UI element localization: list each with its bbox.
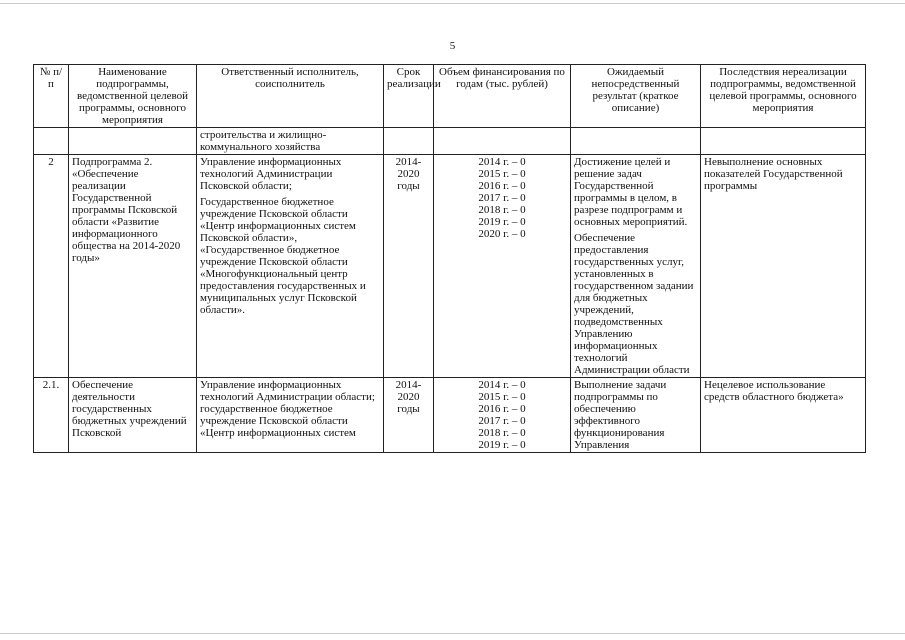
funding-line: 2020 г. – 0 — [478, 228, 526, 240]
result-part: Достижение целей и решение задач Государственной программы в целом, в разрезе подпрограмм и основных мероприятий. — [574, 156, 688, 228]
header-result: Ожидаемый непосредственный результат (краткое описание) — [571, 65, 701, 128]
row-executor — [197, 155, 384, 378]
funding-line: 2017 г. – 0 — [478, 415, 526, 427]
row-num: 2 — [34, 155, 69, 378]
funding-line: 2016 г. – 0 — [478, 180, 526, 192]
funding-line: 2018 г. – 0 — [478, 427, 526, 439]
row-num: 2.1. — [34, 378, 69, 453]
executor-part: Управление информационных технологий Администрации Псковской области; — [200, 156, 342, 192]
result-part: Обеспечение предоставления государственных услуг, установленных в государственном задании для бюджетных учреждений, подведомственных Управлению информационных технологий Администрации области — [574, 232, 694, 376]
table-row — [34, 155, 866, 378]
executor-part: государственное бюджетное учреждение Псковской области «Центр информационных систем — [200, 403, 356, 439]
funding-line: 2015 г. – 0 — [478, 168, 526, 180]
row-result — [571, 155, 701, 378]
funding-line: 2019 г. – 0 — [478, 216, 526, 228]
row-period: 2014-2020 годы — [384, 378, 434, 453]
funding-line: 2014 г. – 0 — [478, 379, 526, 391]
program-table — [33, 64, 866, 453]
page-number: 5 — [449, 40, 456, 52]
header-executor: Ответственный исполнитель, соисполнитель — [197, 65, 384, 128]
header-consequence: Последствия нереализации подпрограммы, ведомственной целевой программы, основного мероприятия — [701, 65, 866, 128]
row-name: Обеспечение деятельности государственных бюджетных учреждений Псковской — [69, 378, 197, 453]
page-edge-top — [0, 3, 905, 4]
executor-part: «Государственное бюджетное учреждение Псковской области «Многофункциональный центр предоставления государственных и муниципальных услуг Псковской области». — [200, 244, 366, 316]
row-funding — [434, 155, 571, 378]
funding-line: 2014 г. – 0 — [478, 156, 526, 168]
funding-line: 2016 г. – 0 — [478, 403, 526, 415]
table-row-continuation — [34, 128, 866, 155]
row-result — [571, 378, 701, 453]
result-part: Выполнение задачи подпрограммы по обеспечению эффективного функционирования Управления — [574, 379, 667, 451]
row-consequence: Нецелевое использование средств областного бюджета» — [701, 378, 866, 453]
funding-line: 2015 г. – 0 — [478, 391, 526, 403]
page-edge-bottom — [0, 633, 905, 634]
header-funding: Объем финансирования по годам (тыс. рублей) — [434, 65, 571, 128]
table-header-row — [34, 65, 866, 128]
row-funding — [434, 378, 571, 453]
row-name: Подпрограмма 2. «Обеспечение реализации Государственной программы Псковской области «Развитие информационного общества на 2014-2020 годы» — [69, 155, 197, 378]
funding-line: 2019 г. – 0 — [478, 439, 526, 451]
row-consequence: Невыполнение основных показателей Государственной программы — [701, 155, 866, 378]
table-row — [34, 378, 866, 453]
header-name: Наименование подпрограммы, ведомственной целевой программы, основного мероприятия — [69, 65, 197, 128]
row-period: 2014-2020 годы — [384, 155, 434, 378]
executor-part: Государственное бюджетное учреждение Псковской области «Центр информационных систем Псковской области», — [200, 196, 356, 244]
continuation-executor: строительства и жилищно-коммунального хозяйства — [197, 128, 384, 155]
header-period: Срок реализации — [384, 65, 434, 128]
row-executor — [197, 378, 384, 453]
funding-line: 2018 г. – 0 — [478, 204, 526, 216]
executor-part: Управление информационных технологий Администрации области; — [200, 379, 375, 403]
header-num: № п/п — [34, 65, 69, 128]
funding-line: 2017 г. – 0 — [478, 192, 526, 204]
